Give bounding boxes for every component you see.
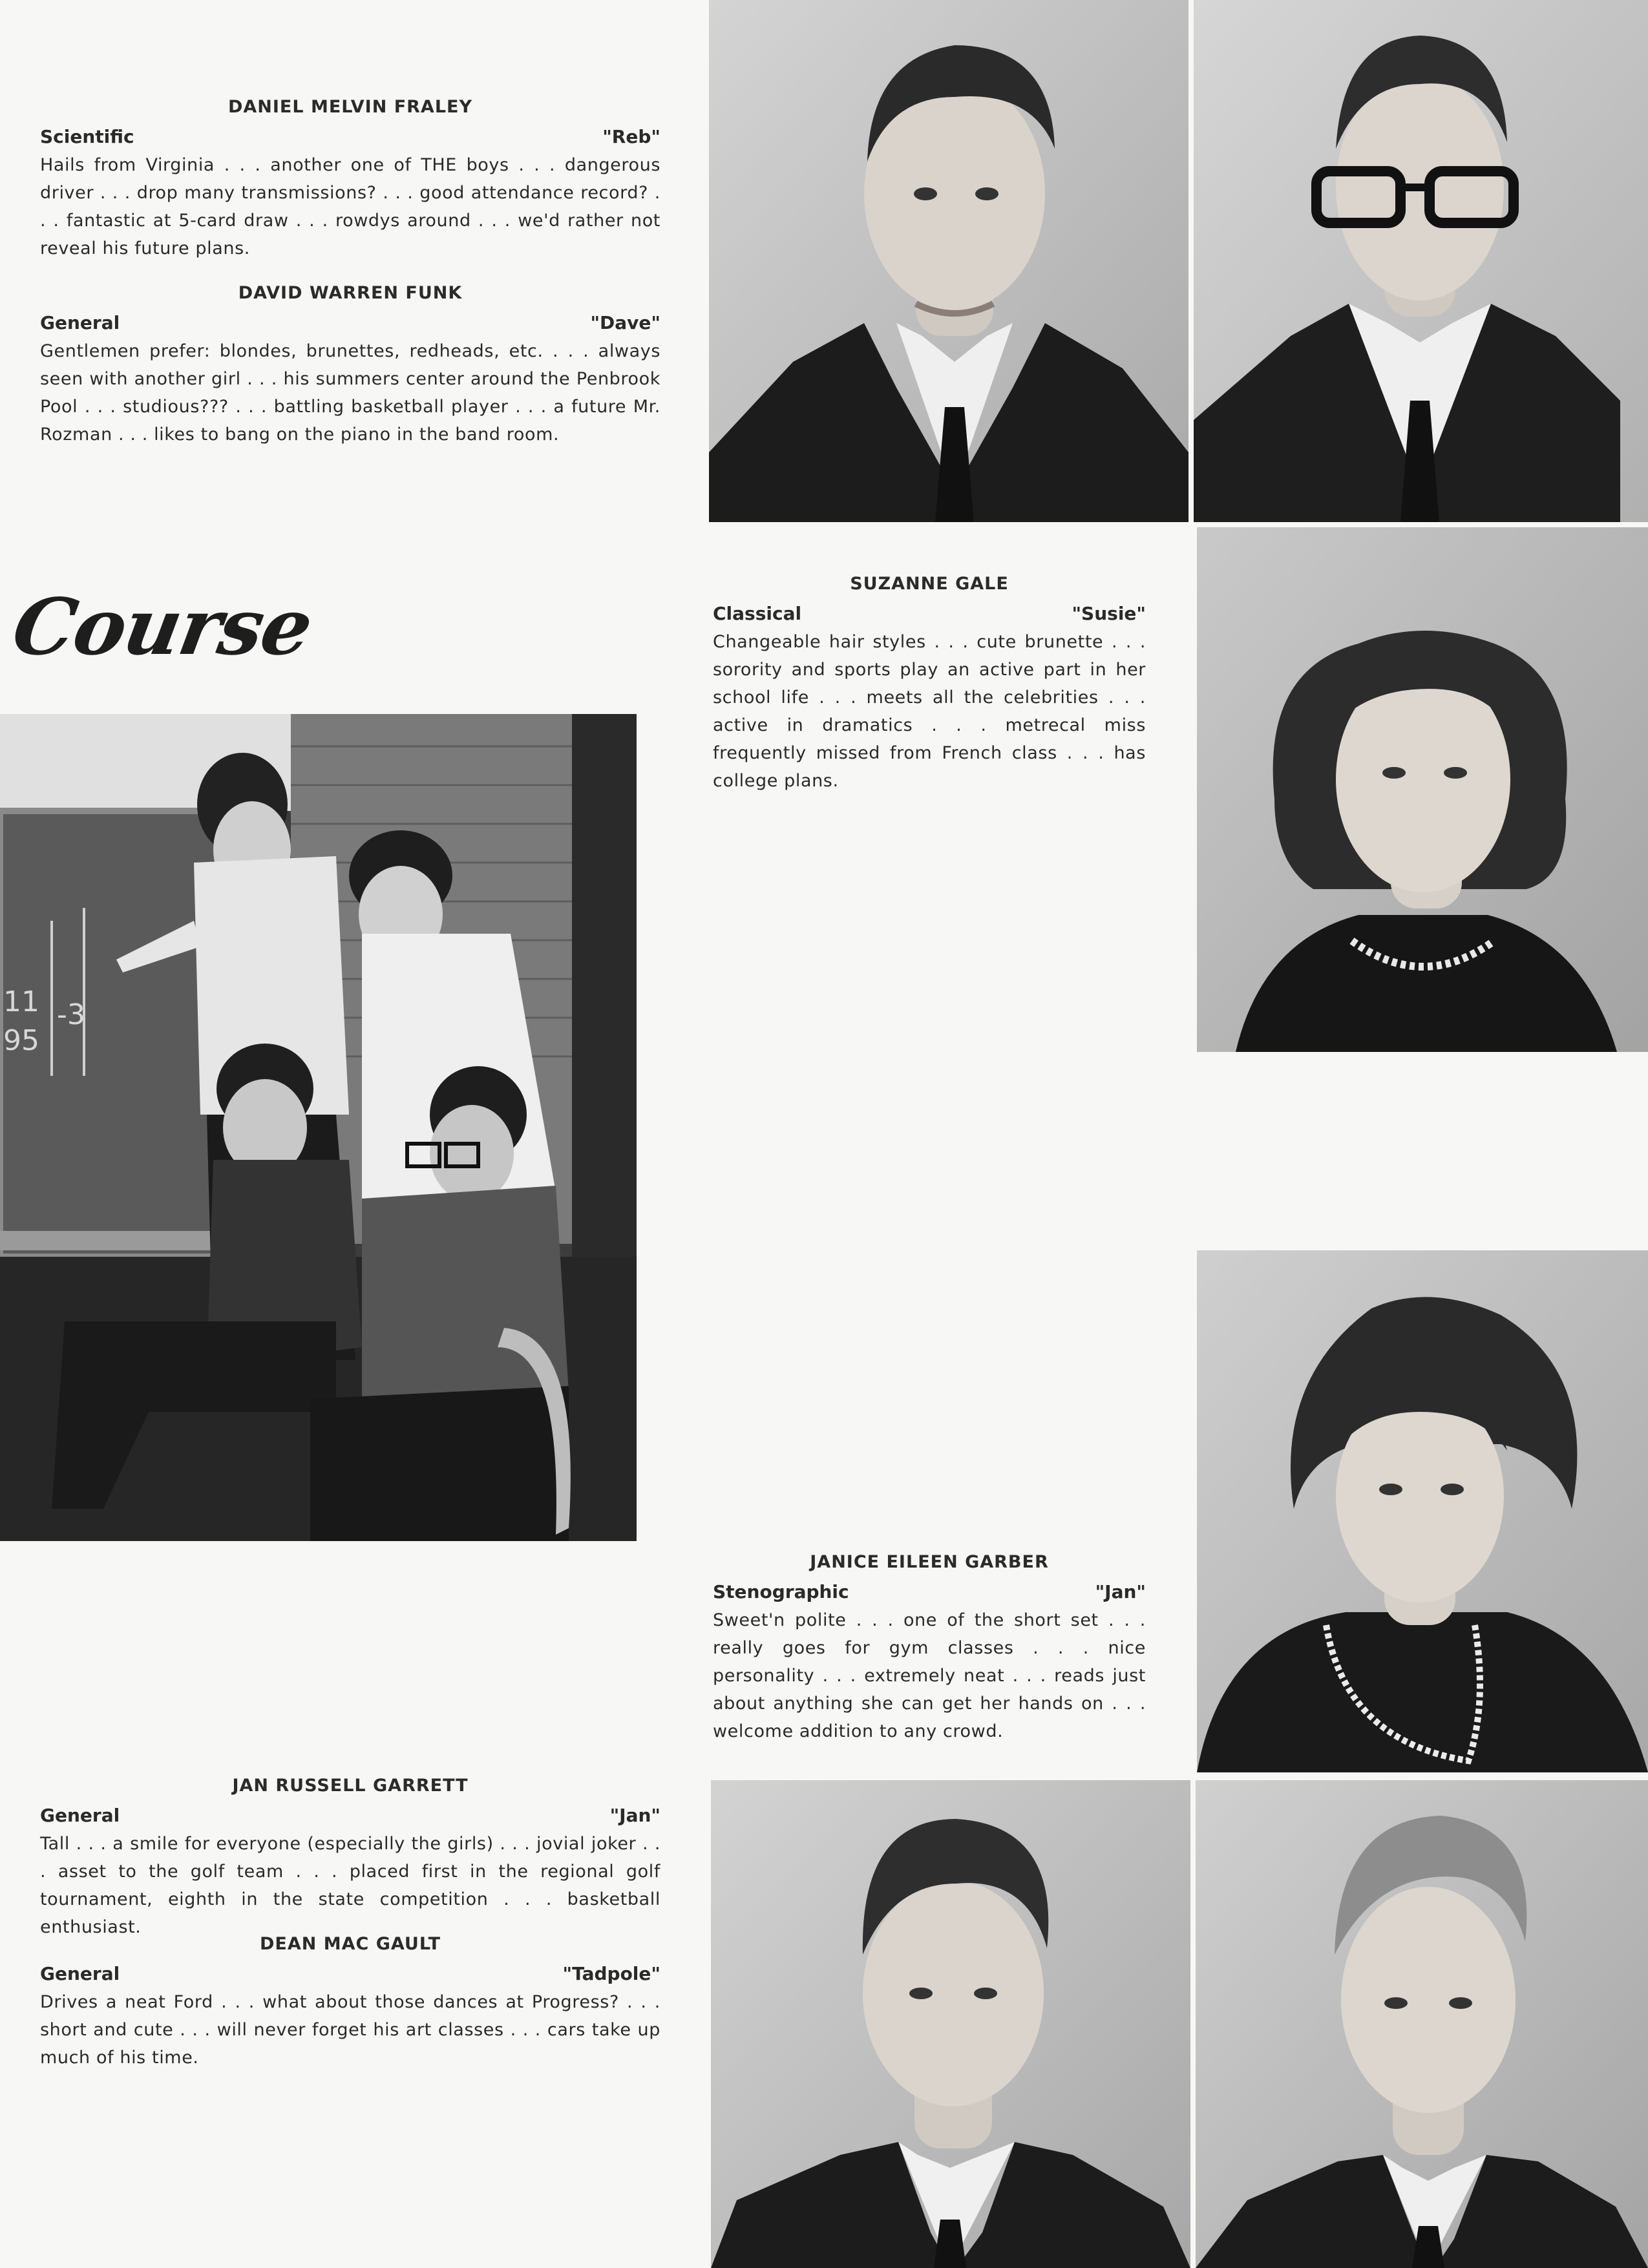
bio-garrett — [40, 1776, 660, 1941]
section-title: Course — [6, 582, 319, 673]
nickname: "Dave" — [590, 312, 660, 333]
bio-fraley — [40, 97, 660, 262]
chalk-number: -3 — [57, 998, 85, 1031]
bio-text: Tall . . . a smile for everyone (especially the girls) . . . jovial joker . . . asset to the golf team . . . placed first in the regional golf tournament, eighth in the state competition . . . basketball enthusiast. — [40, 1834, 660, 1937]
nickname: "Reb" — [602, 126, 660, 147]
bio-text: Sweet'n polite . . . one of the short set . . . really goes for gym classes . . . nice personality . . . extremely neat . . . reads just about anything she can get her hands on . . . welcome addition to any crowd. — [713, 1610, 1146, 1741]
bio-text: Gentlemen prefer: blondes, brunettes, redheads, etc. . . . always seen with another girl . . . his summers center around the Penbrook Pool . . . studious??? . . . battling basketball player . . . a future Mr. Rozman . . . likes to bang on the piano in the band room. — [40, 341, 660, 445]
bio-text: Hails from Virginia . . . another one of THE boys . . . dangerous driver . . . drop many transmissions? . . . good attendance record? . . . fantastic at 5-card draw . . . rowdys around . . . we'd rather not reveal his future plans. — [40, 155, 660, 258]
course-label: General — [40, 312, 120, 333]
student-name: DAVID WARREN FUNK — [238, 283, 463, 303]
course-label: Stenographic — [713, 1581, 849, 1602]
nickname: "Susie" — [1072, 603, 1146, 624]
chalk-number: 95 — [3, 1024, 39, 1057]
portrait-garrett — [711, 1780, 1190, 2268]
bio-garber — [713, 1552, 1146, 1745]
portrait-gale — [1197, 527, 1648, 1052]
course-label: Scientific — [40, 126, 134, 147]
bio-gault — [40, 1934, 660, 2072]
bio-text: Changeable hair styles . . . cute brunette . . . sorority and sports play an active part in her school life . . . meets all the celebrities . . . active in dramatics . . . metrecal miss frequently missed from French class . . . has college plans. — [713, 632, 1146, 791]
student-name: DEAN MAC GAULT — [259, 1934, 441, 1954]
nickname: "Tadpole" — [562, 1963, 660, 1984]
portrait-garber — [1197, 1250, 1648, 1772]
student-name: SUZANNE GALE — [850, 574, 1009, 594]
portrait-fraley — [709, 0, 1188, 522]
bio-funk — [40, 283, 660, 448]
nickname: "Jan" — [1095, 1581, 1146, 1602]
bio-gale — [713, 574, 1146, 795]
classroom-group-photo — [0, 714, 637, 1541]
portrait-funk — [1194, 0, 1648, 522]
chalk-number: 11 — [3, 985, 39, 1018]
nickname: "Jan" — [609, 1805, 660, 1826]
course-label: Classical — [713, 603, 802, 624]
course-label: General — [40, 1963, 120, 1984]
student-name: JAN RUSSELL GARRETT — [232, 1776, 469, 1796]
student-name: JANICE EILEEN GARBER — [810, 1552, 1049, 1572]
portrait-gault — [1196, 1780, 1648, 2268]
student-name: DANIEL MELVIN FRALEY — [227, 97, 473, 117]
course-label: General — [40, 1805, 120, 1826]
bio-text: Drives a neat Ford . . . what about those dances at Progress? . . . short and cute . . . will never forget his art classes . . . cars take up much of his time. — [40, 1992, 660, 2068]
